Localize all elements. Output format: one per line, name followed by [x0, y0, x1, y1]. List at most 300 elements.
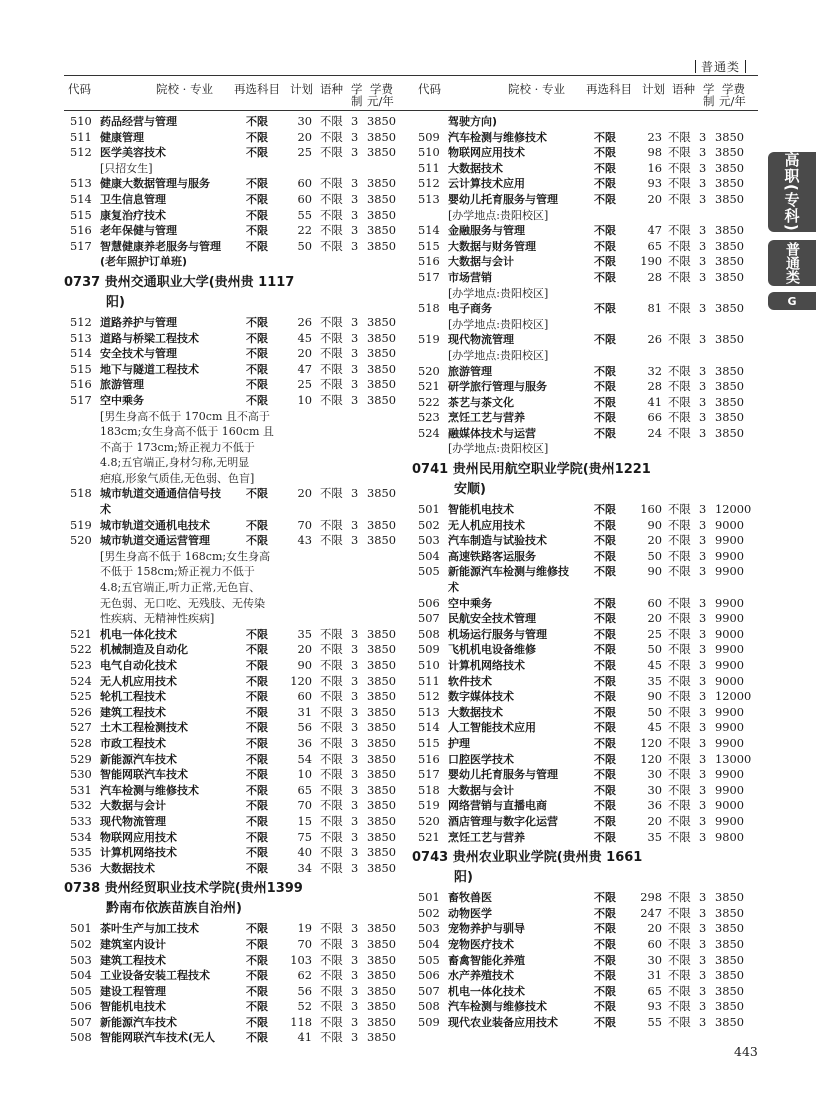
lang-cell: 不限 — [320, 176, 343, 191]
lang-cell: 不限 — [320, 921, 343, 936]
col-school: 院校 · 专业 — [508, 82, 565, 96]
fee-cell: 3850 — [715, 145, 744, 160]
fee-cell: 9900 — [715, 564, 744, 579]
plan-cell: 56 — [297, 983, 312, 998]
major-note: [男生身高不低于 168cm;女生身高 — [100, 549, 271, 563]
major-name: 大数据与会计 — [100, 799, 166, 813]
code-cell: 509 — [418, 129, 440, 144]
table-row — [70, 767, 398, 783]
side-tab-level: 高职(专科) — [768, 152, 816, 232]
lang-cell: 不限 — [668, 363, 691, 378]
col-lang: 语种 — [672, 82, 695, 96]
years-cell: 3 — [699, 642, 707, 657]
side-tab-category: 普通类 — [768, 240, 816, 286]
plan-cell: 50 — [647, 642, 662, 657]
fee-cell: 3850 — [367, 191, 396, 206]
table-row — [418, 549, 754, 565]
major-note: 性疾病、无精神性疾病] — [100, 612, 215, 626]
table-row — [70, 346, 398, 362]
code-cell: 503 — [70, 952, 92, 967]
lang-cell: 不限 — [320, 704, 343, 719]
table-row — [70, 1030, 398, 1046]
lang-cell: 不限 — [668, 332, 691, 347]
fee-cell: 3850 — [367, 735, 396, 750]
years-cell: 3 — [699, 269, 707, 284]
school-name: 0737 贵州交通职业大学(贵州贵 1117 — [64, 274, 295, 290]
plan-cell: 70 — [297, 798, 312, 813]
plan-cell: 190 — [640, 254, 662, 269]
lang-cell: 不限 — [320, 361, 343, 376]
col-subject: 再选科目 — [234, 82, 280, 96]
continued-line — [418, 580, 754, 596]
table-row — [418, 270, 754, 286]
code-cell: 502 — [418, 905, 440, 920]
subject-cell: 不限 — [246, 362, 268, 376]
years-cell: 3 — [699, 145, 707, 160]
subject-cell: 不限 — [246, 953, 268, 967]
fee-cell: 9900 — [715, 735, 744, 750]
lang-cell: 不限 — [668, 1014, 691, 1029]
years-cell: 3 — [351, 782, 359, 797]
fee-cell: 3850 — [367, 377, 396, 392]
table-row — [418, 937, 754, 953]
fee-cell: 3850 — [367, 361, 396, 376]
major-name-continued: 术 — [448, 581, 459, 595]
fee-cell: 3850 — [367, 114, 396, 128]
table-row — [418, 130, 754, 146]
table-row — [70, 362, 398, 378]
plan-cell: 16 — [647, 160, 662, 175]
years-cell: 3 — [351, 813, 359, 828]
subject-cell: 不限 — [594, 752, 616, 766]
school-location: 阳) — [454, 870, 473, 886]
major-name: 汽车检测与维修技术 — [448, 1000, 547, 1014]
subject-cell: 不限 — [594, 984, 616, 998]
major-name: 卫生信息管理 — [100, 192, 166, 206]
lang-cell: 不限 — [668, 905, 691, 920]
major-note: [办学地点:贵阳校区] — [448, 442, 549, 456]
major-name: 空中乘务 — [448, 596, 492, 610]
fee-cell: 9000 — [715, 798, 744, 813]
subject-cell: 不限 — [594, 192, 616, 206]
table-row — [418, 674, 754, 690]
code-cell: 520 — [418, 363, 440, 378]
major-name: 建筑工程技术 — [100, 953, 166, 967]
plan-cell: 45 — [647, 658, 662, 672]
plan-cell: 65 — [647, 238, 662, 253]
major-name: 大数据与会计 — [448, 255, 514, 269]
lang-cell: 不限 — [668, 704, 691, 719]
fee-cell: 3850 — [367, 129, 396, 144]
plan-cell: 45 — [647, 720, 662, 735]
major-name: 现代农业装备应用技术 — [448, 1015, 558, 1029]
subject-cell: 不限 — [594, 518, 616, 532]
major-name: 金融服务与管理 — [448, 224, 525, 238]
years-cell: 3 — [699, 829, 707, 844]
plan-cell: 31 — [297, 704, 312, 719]
subject-cell: 不限 — [246, 130, 268, 144]
table-row — [70, 486, 398, 502]
table-row — [418, 798, 754, 814]
table-row — [70, 377, 398, 393]
lang-cell: 不限 — [668, 548, 691, 563]
code-cell: 521 — [418, 379, 440, 394]
code-cell: 509 — [418, 1014, 440, 1029]
major-name: 健康管理 — [100, 130, 144, 144]
plan-cell: 50 — [647, 548, 662, 563]
fee-cell: 3850 — [367, 813, 396, 828]
col-fee: 学费 — [370, 82, 393, 96]
code-cell: 516 — [70, 377, 92, 392]
code-cell: 517 — [70, 238, 92, 253]
table-row — [70, 192, 398, 208]
table-row — [418, 301, 754, 317]
lang-cell: 不限 — [668, 223, 691, 238]
plan-cell: 47 — [647, 223, 662, 238]
fee-cell: 9000 — [715, 517, 744, 532]
subject-cell: 不限 — [246, 224, 268, 238]
subject-cell: 不限 — [246, 736, 268, 750]
years-cell: 3 — [699, 921, 707, 936]
fee-cell: 3850 — [367, 486, 396, 501]
major-name: 道路与桥梁工程技术 — [100, 331, 199, 345]
plan-cell: 28 — [647, 269, 662, 284]
top-rule — [64, 75, 758, 76]
table-row — [418, 689, 754, 705]
years-cell: 3 — [699, 611, 707, 626]
subject-cell: 不限 — [594, 969, 616, 983]
years-cell: 3 — [699, 626, 707, 641]
lang-cell: 不限 — [668, 952, 691, 967]
major-name: 茶叶生产与加工技术 — [100, 922, 199, 936]
major-name: 旅游管理 — [448, 364, 492, 378]
fee-cell: 3850 — [715, 301, 744, 316]
years-cell: 3 — [699, 782, 707, 797]
fee-cell: 3850 — [367, 1030, 396, 1045]
major-name: 大数据技术 — [448, 161, 503, 175]
code-cell: 505 — [418, 952, 440, 967]
table-row — [418, 658, 754, 674]
school-heading — [64, 273, 398, 313]
subject-cell: 不限 — [594, 565, 616, 579]
table-row — [70, 239, 398, 255]
years-cell: 3 — [699, 223, 707, 238]
subject-cell: 不限 — [594, 690, 616, 704]
fee-cell: 3850 — [367, 658, 396, 672]
years-cell: 3 — [351, 735, 359, 750]
lang-cell: 不限 — [668, 798, 691, 813]
lang-cell: 不限 — [320, 751, 343, 766]
years-cell: 3 — [351, 361, 359, 376]
fee-cell: 3850 — [715, 905, 744, 920]
lang-cell: 不限 — [668, 936, 691, 951]
years-cell: 3 — [351, 936, 359, 951]
code-cell: 527 — [70, 720, 92, 735]
code-cell: 504 — [418, 936, 440, 951]
years-cell: 3 — [699, 394, 707, 409]
major-name: 汽车制造与试验技术 — [448, 534, 547, 548]
lang-cell: 不限 — [320, 314, 343, 329]
fee-cell: 3850 — [715, 223, 744, 238]
major-note: [办学地点:贵阳校区] — [448, 348, 549, 362]
plan-cell: 90 — [297, 658, 312, 672]
major-name: 智能机电技术 — [448, 503, 514, 517]
lang-cell: 不限 — [320, 533, 343, 548]
code-cell: 512 — [70, 145, 92, 160]
table-row — [418, 502, 754, 518]
table-row — [70, 783, 398, 799]
subject-cell: 不限 — [246, 969, 268, 983]
plan-cell: 60 — [297, 191, 312, 206]
lang-cell: 不限 — [320, 1030, 343, 1045]
subject-cell: 不限 — [246, 799, 268, 813]
lang-cell: 不限 — [668, 160, 691, 175]
major-name: 新能源汽车技术 — [100, 1015, 177, 1029]
school-location: 阳) — [106, 294, 125, 310]
subject-cell: 不限 — [594, 596, 616, 610]
plan-cell: 40 — [297, 845, 312, 860]
code-cell: 518 — [418, 301, 440, 316]
major-name: 大数据与会计 — [448, 783, 514, 797]
fee-cell: 3850 — [367, 1014, 396, 1029]
table-row — [418, 145, 754, 161]
plan-cell: 120 — [640, 751, 662, 766]
fee-cell: 3850 — [367, 517, 396, 532]
code-cell: 508 — [70, 1030, 92, 1045]
lang-cell: 不限 — [668, 533, 691, 548]
plan-cell: 20 — [647, 813, 662, 828]
major-name: 数字媒体技术 — [448, 690, 514, 704]
fee-cell: 3850 — [715, 160, 744, 175]
years-cell: 3 — [351, 207, 359, 222]
fee-cell: 3850 — [367, 238, 396, 253]
code-cell: 514 — [418, 223, 440, 238]
table-row — [70, 1015, 398, 1031]
table-row — [70, 208, 398, 224]
table-row — [418, 192, 754, 208]
subject-cell: 不限 — [246, 192, 268, 206]
code-cell: 514 — [70, 191, 92, 206]
code-cell: 536 — [70, 860, 92, 875]
years-cell: 3 — [351, 673, 359, 688]
fee-cell: 9900 — [715, 611, 744, 626]
table-row — [418, 720, 754, 736]
subject-cell: 不限 — [594, 783, 616, 797]
major-note: 4.8;五官端正,听力正常,无色盲、 — [100, 581, 261, 595]
code-cell: 530 — [70, 767, 92, 782]
school-name: 0738 贵州经贸职业技术学院(贵州1399 — [64, 881, 303, 897]
plan-cell: 298 — [640, 890, 662, 905]
code-cell: 515 — [70, 207, 92, 222]
years-cell: 3 — [699, 129, 707, 144]
table-row — [418, 364, 754, 380]
code-cell: 516 — [418, 751, 440, 766]
years-cell: 3 — [351, 533, 359, 548]
plan-cell: 35 — [647, 673, 662, 688]
left-column — [64, 114, 398, 1046]
years-cell: 3 — [699, 673, 707, 688]
table-row — [418, 767, 754, 783]
subject-cell: 不限 — [594, 239, 616, 253]
subject-cell: 不限 — [246, 984, 268, 998]
table-row — [70, 814, 398, 830]
years-cell: 3 — [699, 548, 707, 563]
code-cell: 531 — [70, 782, 92, 797]
years-cell: 3 — [351, 704, 359, 719]
column-header-left — [64, 78, 404, 108]
major-name: 研学旅行管理与服务 — [448, 380, 547, 394]
subject-cell: 不限 — [246, 331, 268, 345]
major-name: 高速铁路客运服务 — [448, 549, 536, 563]
lang-cell: 不限 — [668, 176, 691, 191]
col-fee2: 元/年 — [367, 94, 394, 108]
plan-cell: 20 — [297, 346, 312, 361]
subject-cell: 不限 — [246, 627, 268, 641]
plan-cell: 30 — [647, 952, 662, 967]
major-note: 不高于 173cm;矫正视力不低于 — [100, 440, 255, 454]
plan-cell: 20 — [297, 642, 312, 657]
major-name: 口腔医学技术 — [448, 752, 514, 766]
fee-cell: 9900 — [715, 767, 744, 782]
table-row — [418, 999, 754, 1015]
major-name: 机电一体化技术 — [448, 984, 525, 998]
years-cell: 3 — [351, 129, 359, 144]
fee-cell: 3850 — [715, 129, 744, 144]
subject-cell: 不限 — [246, 830, 268, 844]
plan-cell: 41 — [297, 1030, 312, 1045]
fee-cell: 3850 — [367, 829, 396, 844]
right-column — [412, 114, 754, 1030]
major-name: 网络营销与直播电商 — [448, 799, 547, 813]
major-name: 大数据与财务管理 — [448, 239, 536, 253]
fee-cell: 9900 — [715, 658, 744, 672]
code-cell: 512 — [70, 314, 92, 329]
fee-cell: 3850 — [367, 952, 396, 967]
col-years2: 制 — [351, 94, 363, 108]
table-row — [418, 1015, 754, 1031]
code-cell: 515 — [70, 361, 92, 376]
major-name: 婴幼儿托育服务与管理 — [448, 192, 558, 206]
code-cell: 504 — [70, 968, 92, 983]
subject-cell: 不限 — [594, 906, 616, 920]
col-fee2: 元/年 — [719, 94, 746, 108]
code-cell: 508 — [418, 999, 440, 1014]
table-row — [70, 845, 398, 861]
subject-cell: 不限 — [594, 814, 616, 828]
years-cell: 3 — [351, 486, 359, 501]
side-tab-letter: G — [768, 292, 816, 310]
subject-cell: 不限 — [594, 534, 616, 548]
school-location: 安顺) — [454, 482, 486, 498]
major-name: 烹饪工艺与营养 — [448, 411, 525, 425]
fee-cell: 9900 — [715, 533, 744, 548]
plan-cell: 10 — [297, 767, 312, 782]
plan-cell: 30 — [297, 114, 312, 128]
fee-cell: 12000 — [715, 502, 752, 517]
fee-cell: 3850 — [367, 704, 396, 719]
table-row — [70, 798, 398, 814]
code-cell: 510 — [418, 658, 440, 672]
lang-cell: 不限 — [320, 114, 343, 128]
table-row — [418, 395, 754, 411]
plan-cell: 103 — [290, 952, 312, 967]
table-row — [418, 611, 754, 627]
years-cell: 3 — [699, 363, 707, 378]
years-cell: 3 — [351, 176, 359, 191]
subject-cell: 不限 — [246, 674, 268, 688]
major-name: 畜禽智能化养殖 — [448, 953, 525, 967]
lang-cell: 不限 — [668, 394, 691, 409]
lang-cell: 不限 — [320, 936, 343, 951]
subject-cell: 不限 — [246, 846, 268, 860]
years-cell: 3 — [699, 176, 707, 191]
plan-cell: 20 — [297, 129, 312, 144]
continued-line — [70, 502, 398, 518]
table-row — [70, 658, 398, 674]
plan-cell: 41 — [647, 394, 662, 409]
lang-cell: 不限 — [668, 782, 691, 797]
col-years: 学 — [703, 82, 715, 96]
fee-cell: 3850 — [367, 330, 396, 345]
major-name: 建筑室内设计 — [100, 937, 166, 951]
code-cell: 514 — [70, 346, 92, 361]
table-row — [418, 176, 754, 192]
plan-cell: 34 — [297, 860, 312, 875]
major-name: 水产养殖技术 — [448, 969, 514, 983]
major-name: 市政工程技术 — [100, 736, 166, 750]
major-name: 人工智能技术应用 — [448, 721, 536, 735]
major-name: 医学美容技术 — [100, 146, 166, 160]
plan-cell: 43 — [297, 533, 312, 548]
major-name: 云计算技术应用 — [448, 177, 525, 191]
plan-cell: 60 — [647, 936, 662, 951]
subject-cell: 不限 — [246, 239, 268, 253]
subject-cell: 不限 — [594, 1015, 616, 1029]
code-cell: 514 — [418, 720, 440, 735]
code-cell: 510 — [418, 145, 440, 160]
fee-cell: 3850 — [367, 392, 396, 407]
major-name: 宠物医疗技术 — [448, 937, 514, 951]
table-row — [70, 705, 398, 721]
fee-cell: 3850 — [715, 983, 744, 998]
major-name: 空中乘务 — [100, 393, 144, 407]
years-cell: 3 — [699, 301, 707, 316]
plan-cell: 66 — [647, 410, 662, 425]
code-cell: 520 — [418, 813, 440, 828]
major-name: 大数据技术 — [448, 705, 503, 719]
plan-cell: 36 — [297, 735, 312, 750]
fee-cell: 3850 — [367, 223, 396, 238]
plan-cell: 70 — [297, 517, 312, 532]
table-row — [418, 254, 754, 270]
subject-cell: 不限 — [594, 922, 616, 936]
code-cell: 502 — [70, 936, 92, 951]
subject-cell: 不限 — [246, 768, 268, 782]
major-name: 茶艺与茶文化 — [448, 395, 514, 409]
code-cell: 517 — [418, 767, 440, 782]
lang-cell: 不限 — [320, 952, 343, 967]
subject-cell: 不限 — [246, 643, 268, 657]
plan-cell: 56 — [297, 720, 312, 735]
plan-cell: 90 — [647, 517, 662, 532]
major-name: 现代物流管理 — [448, 333, 514, 347]
years-cell: 3 — [699, 936, 707, 951]
fee-cell: 3850 — [715, 191, 744, 206]
subject-cell: 不限 — [246, 315, 268, 329]
fee-cell: 9900 — [715, 548, 744, 563]
code-cell: 503 — [418, 921, 440, 936]
fee-cell: 3850 — [367, 921, 396, 936]
